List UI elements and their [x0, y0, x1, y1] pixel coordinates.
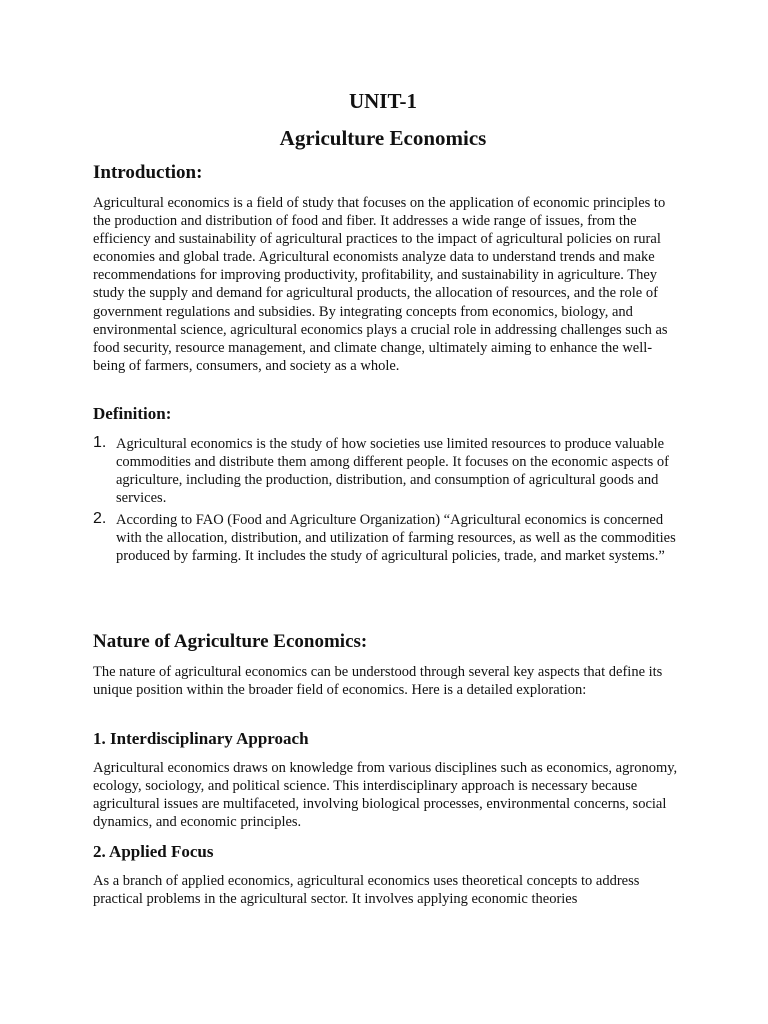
- nature-paragraph: The nature of agricultural economics can be understood through several key aspects that define its unique position within the broader field of economics. Here is a detailed exploration:: [93, 664, 663, 699]
- definition-item-2: [93, 511, 679, 565]
- nature-heading: Nature of Agriculture Economics:: [93, 631, 368, 652]
- introduction-heading: Introduction:: [93, 162, 203, 183]
- definition-text: Agricultural economics is the study of how societies use limited resources to produce valuable commodities and distribute them among different people. It focuses on the economic aspects of agriculture, including the production, distribution, and consumption of agricultural goods and services.: [116, 436, 669, 507]
- applied-focus-heading: 2. Applied Focus: [93, 842, 214, 861]
- interdisciplinary-heading: 1. Interdisciplinary Approach: [93, 729, 309, 748]
- applied-focus-paragraph: As a branch of applied economics, agricultural economics uses theoretical concepts to address practical problems in the agricultural sector. It involves applying economic theories: [93, 873, 640, 908]
- list-number: 2.: [93, 509, 107, 527]
- definition-heading: Definition:: [93, 404, 172, 423]
- document-title: Agriculture Economics: [279, 126, 487, 150]
- definition-list: [93, 435, 679, 569]
- introduction-paragraph: Agricultural economics is a field of study that focuses on the application of economic principles to the production and distribution of food and fiber. It addresses a wide range of issues, from the efficiency and sustainability of agricultural practices to the impact of agricultural policies on rural economies and global trade. Agricultural economists analyze data to understand trends and make recommendations for improving productivity, profitability, and sustainability in agriculture. They study the supply and demand for agricultural products, the allocation of resources, and the role of government regulations and subsidies. By integrating concepts from economics, biology, and environmental science, agricultural economics plays a crucial role in addressing challenges such as food security, resource management, and climate change, ultimately aiming to enhance the well-being of farmers, consumers, and society as a whole.: [93, 195, 668, 374]
- definition-item-1: [93, 435, 679, 507]
- interdisciplinary-paragraph: Agricultural economics draws on knowledge from various disciplines such as economics, agronomy, ecology, sociology, and political science. This interdisciplinary approach is necessary because agricultural issues are multifaceted, involving biological processes, environmental concerns, social dynamics, and economic principles.: [93, 760, 678, 831]
- list-number: 1.: [93, 434, 107, 451]
- definition-text: According to FAO (Food and Agriculture Organization) “Agricultural economics is concerned with the allocation, distribution, and utilization of farming resources, as well as the commodities produced by farming. It includes the study of agricultural policies, trade, and market systems.”: [116, 511, 676, 565]
- unit-label: UNIT-1: [348, 89, 418, 113]
